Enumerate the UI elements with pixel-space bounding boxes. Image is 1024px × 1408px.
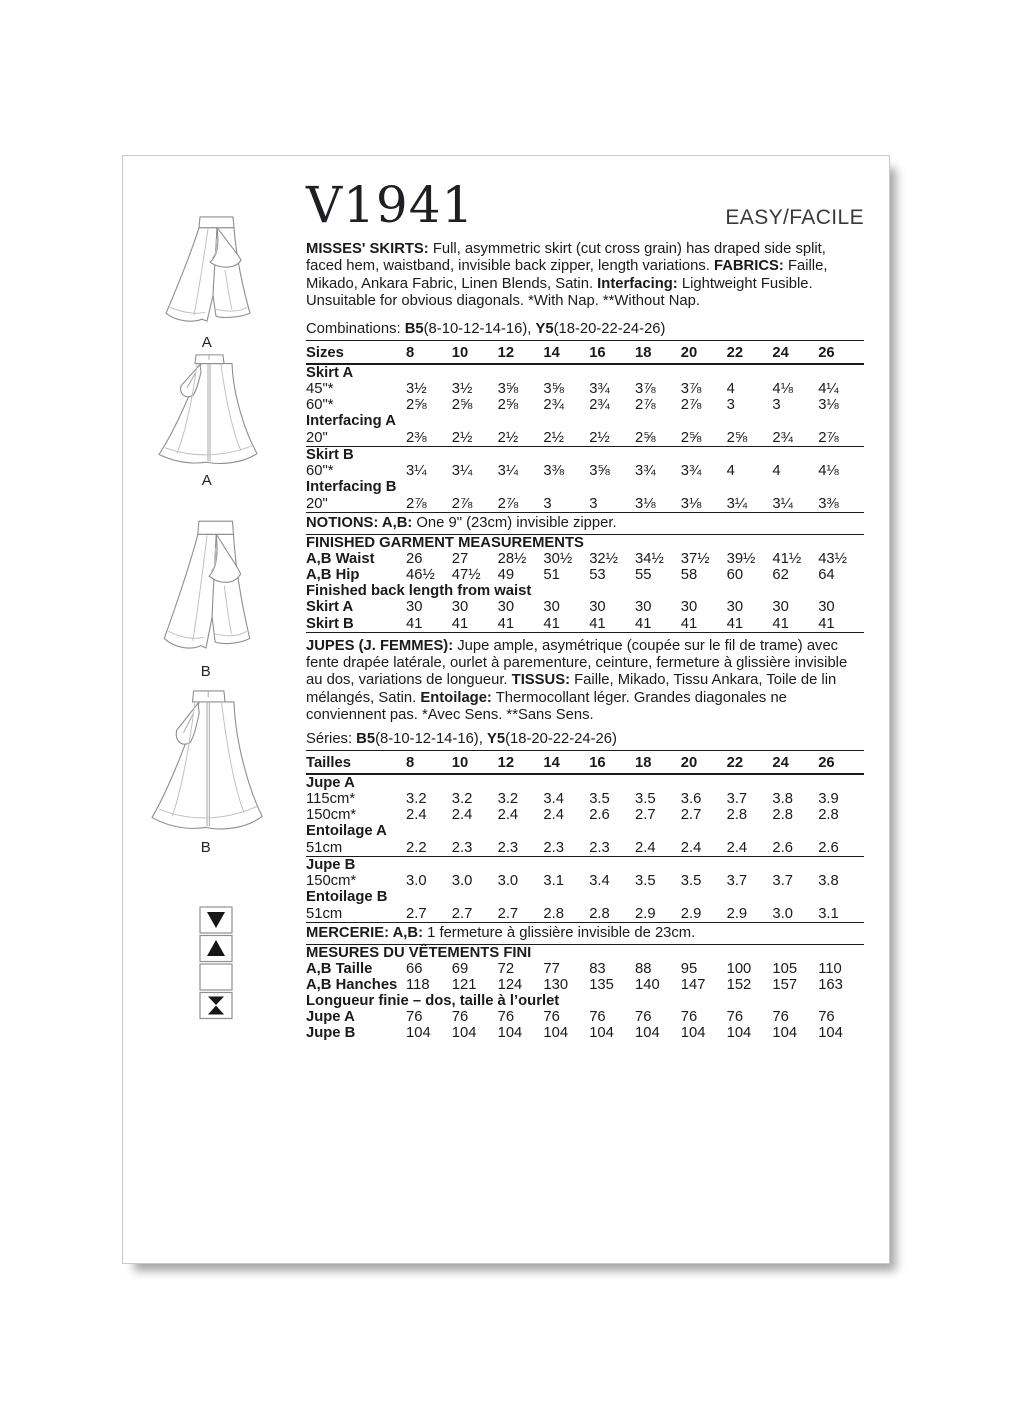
- cell: 2.7: [451, 905, 473, 922]
- table-row: [306, 615, 864, 633]
- cell: 3.8: [772, 790, 793, 807]
- cell: 2⅞: [634, 396, 656, 413]
- table-row: [306, 429, 864, 447]
- cell: 121: [451, 976, 477, 993]
- cell: 3.4: [589, 872, 610, 889]
- cell: 104: [406, 1024, 431, 1041]
- cell: 2⅝: [634, 429, 656, 446]
- cell: 8: [406, 344, 415, 361]
- view-label: B: [200, 839, 212, 856]
- cell: 4: [772, 462, 781, 479]
- cell: 37½: [680, 550, 710, 567]
- cell: 4: [726, 462, 735, 479]
- cell: 18: [634, 344, 652, 361]
- row-label: A,B Taille: [306, 960, 373, 977]
- cell: 2⅝: [680, 429, 702, 446]
- row-label: FINISHED GARMENT MEASUREMENTS: [306, 534, 584, 551]
- table-row: [306, 791, 864, 807]
- row-label: 51cm: [306, 905, 343, 922]
- row-label: Skirt A: [306, 364, 354, 381]
- cell: 76: [772, 1008, 789, 1025]
- table-section-row: [306, 775, 864, 791]
- cell: 2.6: [589, 806, 610, 823]
- cell: 3.5: [634, 790, 656, 807]
- cell: 2¾: [543, 396, 564, 413]
- cell: 118: [406, 976, 430, 993]
- cell: 3.5: [589, 790, 610, 807]
- cell: 110: [818, 960, 842, 977]
- table-row: [306, 807, 864, 823]
- mesures-table: [306, 945, 864, 1041]
- row-label: 60"*: [306, 396, 334, 413]
- cell: 135: [589, 976, 614, 993]
- table-row: [306, 873, 864, 889]
- combinations-line: Combinations: B5(8-10-12-14-16), Y5(18-20-22-24-26): [306, 321, 864, 341]
- skirt-back-sketch: [151, 351, 264, 469]
- cell: 3.0: [451, 872, 473, 889]
- table-row: [306, 551, 864, 567]
- cell: 2⅜: [406, 429, 427, 446]
- cell: 30: [634, 598, 652, 615]
- cell: 30: [406, 598, 423, 615]
- cell: 2.4: [726, 839, 748, 856]
- cell: 30: [680, 598, 698, 615]
- cell: 104: [772, 1024, 798, 1041]
- cell: 3.7: [726, 790, 748, 807]
- cell: 22: [726, 754, 744, 771]
- table-section-row: [306, 479, 864, 495]
- cell: 41: [589, 615, 606, 632]
- cell: 46½: [406, 566, 435, 583]
- cell: 30½: [543, 550, 573, 567]
- cell: 76: [497, 1008, 515, 1025]
- row-label: Jupe B: [306, 1024, 356, 1041]
- cell: 3.9: [818, 790, 839, 807]
- cell: 77: [543, 960, 560, 977]
- cell: 124: [497, 976, 523, 993]
- cell: 76: [543, 1008, 560, 1025]
- cell: 104: [634, 1024, 660, 1041]
- cell: 83: [589, 960, 606, 977]
- cell: 104: [497, 1024, 523, 1041]
- cell: 140: [634, 976, 660, 993]
- cell: 3.6: [680, 790, 702, 807]
- cell: 24: [772, 754, 789, 771]
- cell: 30: [451, 598, 469, 615]
- cell: 12: [497, 754, 515, 771]
- cell: 16: [589, 344, 606, 361]
- cell: 39½: [726, 550, 756, 567]
- cell: 88: [634, 960, 652, 977]
- table-row: [306, 463, 864, 479]
- pattern-number: V1941: [306, 176, 475, 234]
- table-row: [306, 839, 864, 857]
- table-row: [306, 567, 864, 583]
- cell: 2.3: [543, 839, 564, 856]
- row-label: 115cm*: [306, 790, 356, 807]
- cell: 2.7: [680, 806, 702, 823]
- cell: 10: [451, 754, 469, 771]
- cell: 3¼: [497, 462, 519, 479]
- skirt-b-front-illustration: [145, 514, 267, 680]
- cell: 2.3: [451, 839, 473, 856]
- mercerie-line: MERCERIE: A,B: 1 fermeture à glissière invisible de 23cm.: [306, 923, 864, 945]
- cell: 26: [406, 550, 423, 567]
- cell: 2.4: [680, 839, 702, 856]
- cell: 20: [680, 344, 698, 361]
- row-label: Interfacing A: [306, 412, 396, 429]
- cell: 3⅜: [543, 462, 564, 479]
- empty-box-icon: [200, 964, 232, 990]
- cell: 8: [406, 754, 415, 771]
- row-label: Skirt A: [306, 598, 354, 615]
- cell: 16: [589, 754, 606, 771]
- cell: 3: [726, 396, 735, 413]
- table-section-row: [306, 535, 864, 551]
- row-label: MESURES DU VÊTEMENTS FINI: [306, 944, 532, 961]
- table-section-row: [306, 413, 864, 429]
- skirt-back-sketch: [143, 686, 270, 836]
- table-row: [306, 381, 864, 397]
- row-label: A,B Hip: [306, 566, 360, 583]
- cell: 55: [634, 566, 652, 583]
- cell: 2.6: [818, 839, 839, 856]
- cell: 28½: [497, 550, 527, 567]
- table-row: [306, 1025, 864, 1041]
- cell: 2.9: [680, 905, 702, 922]
- cell: 3⅝: [497, 380, 519, 397]
- cell: 12: [497, 344, 515, 361]
- row-label: Entoilage A: [306, 822, 387, 839]
- cell: 3⅝: [543, 380, 564, 397]
- skirt-front-sketch: [148, 514, 265, 660]
- cell: 60: [726, 566, 744, 583]
- cell: 3.2: [406, 790, 427, 807]
- envelope-text-content: [306, 178, 864, 1041]
- cell: 3.1: [818, 905, 839, 922]
- row-label: Interfacing B: [306, 478, 397, 495]
- cell: 4⅛: [772, 380, 793, 397]
- row-label: Tailles: [306, 754, 351, 771]
- cell: 2.3: [497, 839, 519, 856]
- cell: 3.1: [543, 872, 564, 889]
- cell: 104: [589, 1024, 614, 1041]
- cell: 49: [497, 566, 515, 583]
- cell: 3.0: [406, 872, 427, 889]
- table-section-row: [306, 857, 864, 873]
- cell: 47½: [451, 566, 481, 583]
- row-label: 51cm: [306, 839, 343, 856]
- cell: 3.5: [634, 872, 656, 889]
- row-label: Jupe B: [306, 856, 356, 873]
- description-english: MISSES' SKIRTS: Full, asymmetric skirt (cut cross grain) has draped side split, faced hem, waistband, invisible back zipper, length variations. FABRICS: Faille, Mikado, Ankara Fabric, Linen Blends, Satin. Interfacing: Lightweight Fusible. Unsuitable for obvious diagonals. *With Nap. **Without Nap.: [306, 241, 828, 310]
- table-row: [306, 977, 864, 993]
- cell: 27: [451, 550, 469, 567]
- cell: 2⅝: [451, 396, 473, 413]
- cell: 51: [543, 566, 560, 583]
- cell: 2⅝: [406, 396, 427, 413]
- symbol-column: [199, 906, 233, 1020]
- cell: 14: [543, 344, 560, 361]
- cell: 41: [726, 615, 744, 632]
- cell: 41: [543, 615, 560, 632]
- cell: 3¼: [726, 495, 748, 512]
- cell: 66: [406, 960, 423, 977]
- cell: 2.8: [818, 806, 839, 823]
- cell: 76: [818, 1008, 835, 1025]
- cell: 30: [818, 598, 835, 615]
- cell: 104: [543, 1024, 569, 1041]
- table-section-row: [306, 889, 864, 905]
- cell: 2.8: [589, 905, 610, 922]
- cell: 58: [680, 566, 698, 583]
- cell: 2.9: [726, 905, 748, 922]
- cell: 4¼: [818, 380, 839, 397]
- cell: 24: [772, 344, 789, 361]
- cell: 3⅛: [818, 396, 839, 413]
- row-label: A,B Waist: [306, 550, 375, 567]
- cell: 72: [497, 960, 515, 977]
- cell: 163: [818, 976, 843, 993]
- cell: 2.4: [406, 806, 427, 823]
- cell: 2.7: [497, 905, 519, 922]
- cell: 3½: [406, 380, 427, 397]
- cell: 76: [406, 1008, 423, 1025]
- cell: 14: [543, 754, 560, 771]
- cell: 2.4: [634, 839, 656, 856]
- table-row: [306, 397, 864, 413]
- cell: 2.8: [772, 806, 793, 823]
- cell: 4⅛: [818, 462, 839, 479]
- cell: 76: [680, 1008, 698, 1025]
- description-french: JUPES (J. FEMMES): Jupe ample, asymétrique (coupée sur le fil de trame) avec fente drapée latérale, ourlet à parementure, ceinture, fermeture à glissière invisible au dos, variations de longueur. TISSUS: Faille, Mikado, Tissu Ankara, Toile de lin mélangés, Satin. Entoilage: Thermocollant léger. Grandes diagonales ne conviennent pas. *Avec Sens. **Sans Sens.: [306, 637, 848, 724]
- table-section-row: [306, 447, 864, 463]
- yardage-table-metric: [306, 751, 864, 923]
- cell: 2½: [543, 429, 564, 446]
- cell: 53: [589, 566, 606, 583]
- cell: 30: [726, 598, 744, 615]
- cell: 41½: [772, 550, 802, 567]
- cell: 76: [451, 1008, 469, 1025]
- row-label: 60"*: [306, 462, 334, 479]
- difficulty-badge: EASY/FACILE: [725, 206, 864, 229]
- cell: 2⅞: [818, 429, 839, 446]
- cell: 2½: [451, 429, 473, 446]
- cell: 3⅛: [634, 495, 656, 512]
- cell: 3¾: [634, 462, 656, 479]
- table-section-row: [306, 945, 864, 961]
- cell: 18: [634, 754, 652, 771]
- cell: 3.2: [497, 790, 519, 807]
- cell: 2.2: [406, 839, 427, 856]
- cell: 62: [772, 566, 789, 583]
- cell: 41: [634, 615, 652, 632]
- cell: 41: [680, 615, 698, 632]
- row-label: Finished back length from waist: [306, 582, 532, 599]
- cell: 2⅞: [497, 495, 519, 512]
- cell: 2.3: [589, 839, 610, 856]
- cell: 3¼: [451, 462, 473, 479]
- row-label: A,B Hanches: [306, 976, 398, 993]
- cell: 20: [680, 754, 698, 771]
- cell: 2.6: [772, 839, 793, 856]
- skirt-b-back-illustration: [141, 686, 271, 856]
- cell: 3½: [451, 380, 473, 397]
- cell: 30: [589, 598, 606, 615]
- row-label: 150cm*: [306, 872, 357, 889]
- cell: 3⅞: [634, 380, 656, 397]
- cell: 3⅜: [818, 495, 839, 512]
- cell: 41: [818, 615, 835, 632]
- cell: 104: [451, 1024, 477, 1041]
- cell: 3.0: [772, 905, 793, 922]
- cell: 3⅝: [589, 462, 610, 479]
- cell: 2¾: [772, 429, 793, 446]
- cell: 157: [772, 976, 798, 993]
- cell: 22: [726, 344, 744, 361]
- cell: 26: [818, 344, 835, 361]
- cell: 2⅝: [497, 396, 519, 413]
- cell: 2.9: [634, 905, 656, 922]
- cell: 2⅞: [451, 495, 473, 512]
- table-header-row: [306, 751, 864, 775]
- cell: 41: [406, 615, 423, 632]
- cell: 3.7: [772, 872, 793, 889]
- cell: 30: [772, 598, 789, 615]
- table-row: [306, 905, 864, 923]
- cell: 3¼: [772, 495, 793, 512]
- cell: 76: [589, 1008, 606, 1025]
- cell: 2.7: [634, 806, 656, 823]
- table-section-row: [306, 583, 864, 599]
- table-row: [306, 495, 864, 513]
- table-row: [306, 599, 864, 615]
- cell: 32½: [589, 550, 618, 567]
- cell: 2⅞: [406, 495, 427, 512]
- row-label: Longueur finie – dos, taille à l’ourlet: [306, 992, 560, 1009]
- yardage-table-imperial: [306, 341, 864, 513]
- cell: 30: [543, 598, 560, 615]
- cell: 2⅞: [680, 396, 702, 413]
- cell: 3: [589, 495, 598, 512]
- cell: 3⅛: [680, 495, 702, 512]
- row-label: 150cm*: [306, 806, 357, 823]
- cell: 2½: [497, 429, 519, 446]
- series-line: Séries: B5(8-10-12-14-16), Y5(18-20-22-24-26): [306, 731, 864, 751]
- view-label: A: [201, 472, 213, 489]
- notions-line: NOTIONS: A,B: One 9" (23cm) invisible zipper.: [306, 513, 864, 535]
- cell: 10: [451, 344, 469, 361]
- cell: 2¾: [589, 396, 610, 413]
- cell: 41: [451, 615, 469, 632]
- cell: 2⅝: [726, 429, 748, 446]
- cell: 64: [818, 566, 835, 583]
- cell: 2.4: [497, 806, 519, 823]
- cell: 2.8: [543, 905, 564, 922]
- cell: 3: [543, 495, 552, 512]
- pattern-envelope-back: [122, 155, 890, 1264]
- cell: 41: [772, 615, 789, 632]
- skirt-front-sketch: [150, 211, 265, 331]
- table-section-row: [306, 993, 864, 1009]
- cell: 104: [680, 1024, 706, 1041]
- cell: 3¾: [680, 462, 702, 479]
- cell: 3.5: [680, 872, 702, 889]
- cell: 95: [680, 960, 698, 977]
- skirt-a-back-illustration: [147, 351, 267, 489]
- table-section-row: [306, 823, 864, 839]
- cell: 3¾: [589, 380, 610, 397]
- cell: 3.0: [497, 872, 519, 889]
- cell: 2.4: [451, 806, 473, 823]
- finished-garment-measurements-table: [306, 535, 864, 633]
- cell: 147: [680, 976, 706, 993]
- nap-suitability-symbols: [199, 906, 233, 1020]
- row-label: Sizes: [306, 344, 344, 361]
- cell: 3¼: [406, 462, 427, 479]
- cell: 105: [772, 960, 798, 977]
- cell: 3.7: [726, 872, 748, 889]
- cell: 4: [726, 380, 735, 397]
- cell: 152: [726, 976, 752, 993]
- cell: 3⅞: [680, 380, 702, 397]
- cell: 130: [543, 976, 569, 993]
- cell: 34½: [634, 550, 664, 567]
- cell: 3.4: [543, 790, 564, 807]
- cell: 69: [451, 960, 469, 977]
- cell: 2.8: [726, 806, 748, 823]
- row-label: Jupe A: [306, 1008, 355, 1025]
- row-label: Entoilage B: [306, 888, 388, 905]
- cell: 41: [497, 615, 515, 632]
- cell: 104: [726, 1024, 752, 1041]
- cell: 100: [726, 960, 752, 977]
- cell: 3.2: [451, 790, 473, 807]
- cell: 76: [726, 1008, 744, 1025]
- view-label: B: [200, 663, 212, 680]
- cell: 76: [634, 1008, 652, 1025]
- cell: 2.7: [406, 905, 427, 922]
- cell: 104: [818, 1024, 843, 1041]
- cell: 43½: [818, 550, 847, 567]
- row-label: Skirt B: [306, 446, 354, 463]
- skirt-a-front-illustration: [147, 211, 267, 351]
- table-header-row: [306, 341, 864, 365]
- view-label: A: [201, 334, 213, 351]
- table-row: [306, 1009, 864, 1025]
- row-label: 45"*: [306, 380, 334, 397]
- cell: 3: [772, 396, 781, 413]
- row-label: Skirt B: [306, 615, 354, 632]
- table-row: [306, 961, 864, 977]
- cell: 26: [818, 754, 835, 771]
- row-label: 20": [306, 495, 328, 512]
- cell: 3.8: [818, 872, 839, 889]
- cell: 2½: [589, 429, 610, 446]
- cell: 2.4: [543, 806, 564, 823]
- cell: 30: [497, 598, 515, 615]
- row-label: 20": [306, 429, 328, 446]
- table-section-row: [306, 365, 864, 381]
- row-label: Jupe A: [306, 774, 355, 791]
